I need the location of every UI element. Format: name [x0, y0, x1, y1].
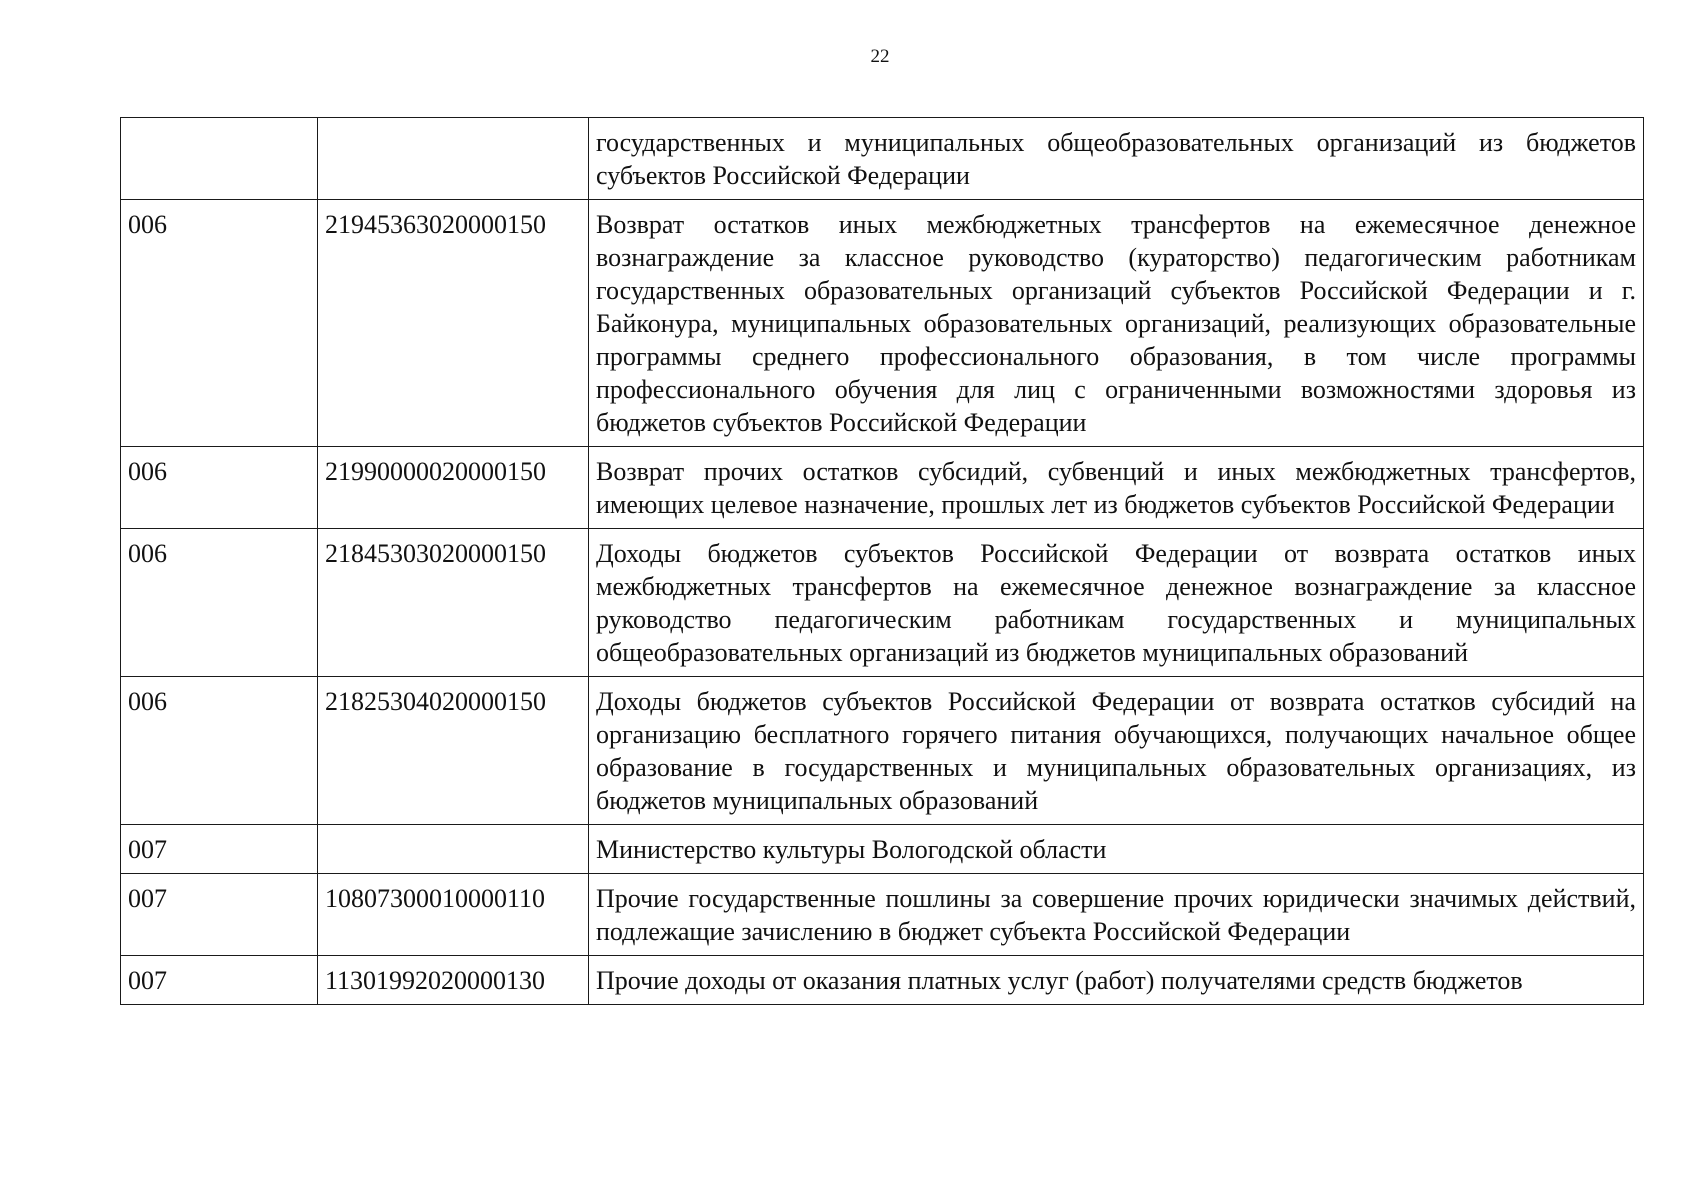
revenue-code-cell — [318, 118, 589, 200]
table-row — [121, 677, 1644, 825]
description-cell: Прочие доходы от оказания платных услуг (работ) получателями средств бюджетов — [589, 956, 1644, 1005]
table-row — [121, 118, 1644, 200]
table-row — [121, 529, 1644, 677]
revenue-code-cell: 11301992020000130 — [318, 956, 589, 1005]
admin-code-cell: 006 — [121, 529, 318, 677]
revenue-code-cell: 21845303020000150 — [318, 529, 589, 677]
admin-code-cell: 007 — [121, 956, 318, 1005]
description-cell: Министерство культуры Вологодской области — [589, 825, 1644, 874]
revenue-code-cell: 21825304020000150 — [318, 677, 589, 825]
revenue-codes-table — [120, 117, 1644, 1005]
revenue-code-cell: 21990000020000150 — [318, 447, 589, 529]
table-row — [121, 200, 1644, 447]
description-cell: Доходы бюджетов субъектов Российской Федерации от возврата остатков иных межбюджетных трансфертов на ежемесячное денежное вознаграждение за классное руководство педагогическим работникам государственных и муниципальных общеобразовательных организаций из бюджетов муниципальных образований — [589, 529, 1644, 677]
admin-code-cell — [121, 118, 318, 200]
description-cell: Возврат прочих остатков субсидий, субвенций и иных межбюджетных трансфертов, имеющих целевое назначение, прошлых лет из бюджетов субъектов Российской Федерации — [589, 447, 1644, 529]
description-cell: Доходы бюджетов субъектов Российской Федерации от возврата остатков субсидий на организацию бесплатного горячего питания обучающихся, получающих начальное общее образование в государственных и муниципальных образовательных организациях, из бюджетов муниципальных образований — [589, 677, 1644, 825]
admin-code-cell: 006 — [121, 677, 318, 825]
description-cell: Возврат остатков иных межбюджетных трансфертов на ежемесячное денежное вознаграждение за классное руководство (кураторство) педагогическим работникам государственных образовательных организаций субъектов Российской Федерации и г. Байконура, муниципальных образовательных организаций, реализующих образовательные программы среднего профессионального образования, в том числе программы профессионального обучения для лиц с ограниченными возможностями здоровья из бюджетов субъектов Российской Федерации — [589, 200, 1644, 447]
table-row — [121, 956, 1644, 1005]
admin-code-cell: 006 — [121, 447, 318, 529]
admin-code-cell: 007 — [121, 825, 318, 874]
description-cell: государственных и муниципальных общеобразовательных организаций из бюджетов субъектов Российской Федерации — [589, 118, 1644, 200]
table-row — [121, 874, 1644, 956]
revenue-code-cell: 10807300010000110 — [318, 874, 589, 956]
page-number: 22 — [870, 46, 890, 67]
description-cell: Прочие государственные пошлины за совершение прочих юридически значимых действий, подлежащие зачислению в бюджет субъекта Российской Федерации — [589, 874, 1644, 956]
table-row — [121, 825, 1644, 874]
revenue-code-cell: 21945363020000150 — [318, 200, 589, 447]
table-row — [121, 447, 1644, 529]
admin-code-cell: 006 — [121, 200, 318, 447]
revenue-code-cell — [318, 825, 589, 874]
admin-code-cell: 007 — [121, 874, 318, 956]
